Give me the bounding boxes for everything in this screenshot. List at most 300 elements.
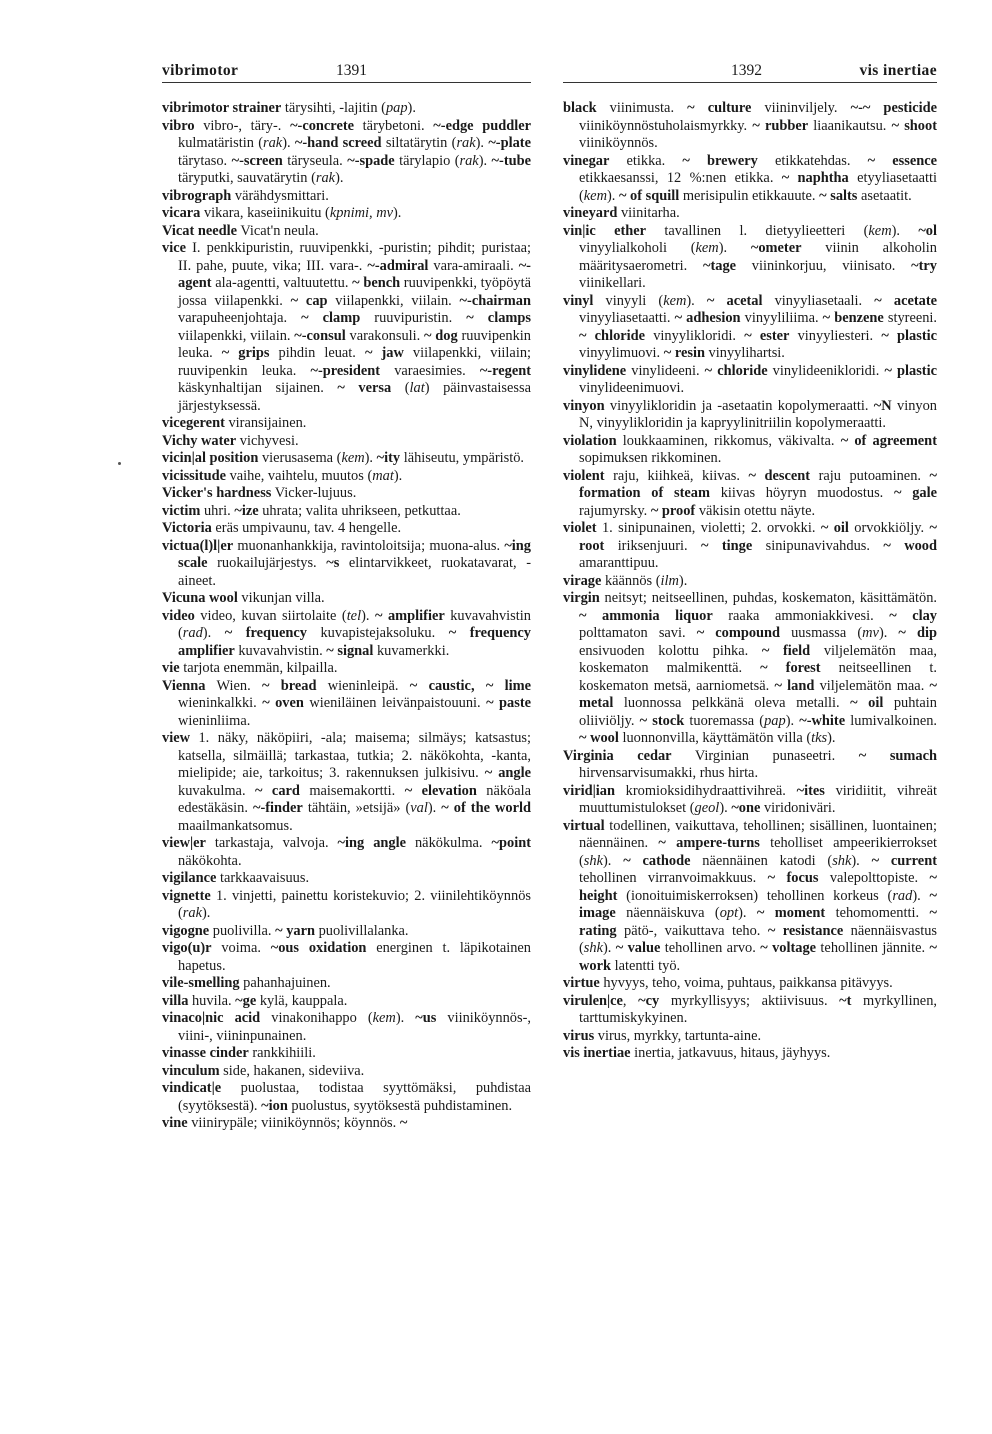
headword: ~ benzene: [822, 310, 884, 326]
dictionary-entry: [162, 538, 531, 591]
definition-text: kulmatäristin (: [178, 135, 264, 151]
definition-text: tärysihti, -lajitin (: [281, 100, 386, 116]
definition-text: vinyylikloridi.: [645, 327, 745, 344]
dictionary-entry: [563, 363, 937, 398]
definition-text: loukkaaminen, rikkomus, väkivalta.: [616, 432, 841, 449]
definition-text: luonnossa pelkkänä oleva metalli.: [613, 695, 851, 711]
definition-text: ).: [602, 940, 616, 956]
definition-text: vaihe, vaihtelu, muutos (: [225, 467, 373, 484]
headword: ~ height: [579, 870, 938, 904]
definition-text: ).: [407, 100, 416, 116]
definition-text: ).: [395, 1010, 416, 1026]
definition-text: sinipunavivahdus.: [752, 537, 884, 554]
dictionary-entry: [162, 485, 531, 503]
stray-mark: [118, 462, 121, 465]
headword: ~ essence: [867, 152, 937, 169]
definition-text: ).: [602, 852, 624, 869]
dictionary-entry: [563, 223, 937, 293]
dictionary-entry: [162, 870, 531, 888]
definition-text: puolustaa, todistaa syyttömäksi, puhdistaa (syytöksestä).: [178, 1080, 531, 1114]
headword: vineyard: [563, 205, 618, 221]
field-label: shk: [583, 940, 603, 956]
headword: virus: [563, 1027, 595, 1044]
headword: virid|ian: [563, 782, 615, 799]
definition-text: rankkihiili.: [248, 1045, 316, 1061]
headword: ~ oven: [262, 695, 304, 711]
definition-text: video, kuvan siirtolaite (: [194, 607, 347, 624]
headword: ~ dog: [424, 327, 458, 344]
dictionary-entry: [563, 205, 937, 223]
definition-text: valepolttopiste.: [818, 870, 930, 886]
headword: ~ shoot: [891, 117, 937, 134]
definition-text: kuvakulma.: [178, 782, 255, 799]
definition-text: vinyylialkoholi (: [579, 240, 696, 256]
field-label: opt: [719, 905, 739, 921]
headword: ~ compound: [696, 625, 781, 641]
definition-text: tehollinen virranvoimakkuus.: [579, 870, 768, 886]
headword: ~ frequency: [224, 625, 307, 641]
dictionary-entry: [162, 100, 531, 118]
headword: virtual: [563, 817, 605, 834]
field-label: kem: [695, 240, 719, 256]
definition-text: viridoniväri.: [760, 800, 836, 816]
headword: vigogne: [162, 922, 210, 939]
definition-text: ).: [475, 135, 489, 151]
definition-text: 1. sinipunainen, violetti; 2. orvokki.: [596, 520, 821, 536]
definition-text: ).: [201, 905, 211, 921]
headword: victua(l)l|er: [162, 537, 234, 554]
definition-text: neitseellinen t. koskematon metsä, aarniometsä.: [579, 660, 937, 694]
headword: ~ dip: [898, 625, 937, 641]
headword: ~-concrete: [290, 117, 355, 134]
header-left-page-number: 1391: [336, 62, 367, 79]
definition-text: vara-amiraali.: [428, 257, 519, 274]
headword: ~ versa: [337, 380, 392, 396]
definition-text: viiniköynnös.: [579, 135, 658, 151]
headword: ~-chairman: [459, 292, 531, 309]
definition-text: kromioksidihydraattivihreä.: [614, 782, 797, 799]
definition-text: 1. näky, näköpiiri, -ala; maisema; silmäys; katsastus; katsella, silmäillä; tarkastaa, tutkia; 2. näkökohta, -kanta, mielipide; aie, tarkoitus; 3. rakennuksen julkisivu.: [178, 730, 531, 781]
headword: Vicuna wool: [162, 590, 238, 606]
definition-text: tehollinen jännite.: [816, 940, 930, 956]
dictionary-entry: [563, 573, 937, 591]
definition-text: vinyyliesteri.: [789, 327, 882, 344]
definition-text: ).: [785, 712, 800, 729]
definition-text: raju putoaminen.: [810, 467, 930, 484]
headword: violent: [563, 467, 605, 484]
headword: ~ge: [235, 992, 257, 1009]
definition-text: tuoremassa (: [684, 712, 765, 729]
definition-text: 1. vinjetti, painettu koristekuvio; 2. viinilehtiköynnös (: [178, 887, 531, 921]
definition-text: liaanikautsu.: [808, 117, 892, 134]
definition-text: ).: [361, 607, 375, 624]
headword: ~ amplifier: [374, 607, 445, 624]
field-label: kem: [583, 187, 607, 204]
definition-text: vikara, kaseiinikuitu (: [200, 205, 330, 221]
definition-text: viinirypäle; viiniköynnös; köynnös.: [187, 1115, 400, 1131]
definition-text: ).: [878, 625, 899, 641]
headword: ~ culture: [687, 100, 752, 116]
headword: vine: [162, 1115, 188, 1131]
headword: ~ forest: [760, 660, 821, 676]
dictionary-entry: [563, 520, 937, 573]
headword: ~-~ pesticide: [850, 100, 937, 116]
definition-text: vibro-, täry-.: [194, 117, 291, 134]
headword: ~cy: [638, 992, 660, 1009]
dictionary-entry: [563, 818, 937, 976]
headword: ~ clamps: [466, 310, 531, 326]
definition-text: puolivillalanka.: [315, 922, 409, 939]
headword: ~ metal: [579, 677, 937, 711]
headword: vin|ic ether: [563, 222, 647, 239]
headword: vinasse cinder: [162, 1045, 249, 1061]
definition-text: teholliset ampeerikierrokset (: [579, 835, 937, 869]
field-label: pap: [385, 100, 408, 116]
definition-text: polttamaton savi.: [579, 625, 697, 641]
definition-text: vichyvesi.: [236, 432, 299, 449]
field-label: rak: [456, 135, 476, 151]
headword: ~-finder: [252, 800, 303, 816]
dictionary-entry: [162, 1063, 531, 1081]
field-label: kem: [372, 1010, 396, 1026]
dictionary-entry: [162, 415, 531, 433]
headword: ~ work: [579, 940, 937, 974]
headword: ~ bench: [352, 275, 401, 291]
headword: ~ moment: [756, 905, 826, 921]
headword: Virginia cedar: [563, 747, 672, 764]
definition-text: varapuheenjohtaja.: [178, 310, 302, 326]
definition-text: orvokkiöljy.: [848, 520, 930, 536]
headword: ~ ester: [744, 327, 790, 344]
headword: vicissitude: [162, 467, 226, 484]
definition-text: styreeni.: [883, 310, 938, 326]
dictionary-entry: [162, 450, 531, 468]
headword: ~ resin: [663, 345, 705, 361]
definition-text: täryseula.: [282, 152, 348, 169]
definition-text: tärytaso.: [178, 152, 232, 169]
definition-text: tarkastaja, valvoja.: [205, 835, 338, 851]
definition-text: huvila.: [188, 992, 236, 1009]
headword: Vienna: [162, 677, 206, 694]
definition-text: hyvyys, teho, voima, puhtaus, paikkansa pitävyys.: [599, 975, 893, 991]
definition-text: lähiseutu, ympäristö.: [400, 450, 525, 466]
headword: ~one: [731, 800, 761, 816]
definition-text: uusmassa (: [780, 625, 863, 641]
definition-text: ).: [393, 205, 402, 221]
headword: ~ proof: [650, 502, 696, 519]
definition-text: etikkaesanssi, 12 %:nen etikka.: [579, 170, 782, 186]
definition-text: elintarvikkeet, ruokatavarat, -aineet.: [178, 555, 531, 589]
dictionary-entry: [162, 468, 531, 486]
headword: virtue: [563, 975, 600, 991]
definition-text: siltatärytin (: [381, 135, 457, 151]
dictionary-entry: [162, 888, 531, 923]
dictionary-entry: [162, 923, 531, 941]
headword: ~ adhesion: [674, 310, 741, 326]
definition-text: todellinen, vaikuttava, tehollinen; sisällinen, luontainen; näennäinen.: [579, 817, 937, 851]
definition-text: viininkorjuu, viinisato.: [736, 257, 912, 274]
definition-text: vierusasema (: [258, 450, 342, 466]
definition-text: vinyon N, vinyylikloridin ja kapryylinitriilin kopolymeraatti.: [579, 397, 937, 431]
headword: Victoria: [162, 520, 212, 536]
definition-text: maailmankatsomus.: [178, 817, 293, 834]
definition-text: Vicker-lujuus.: [271, 485, 357, 501]
dictionary-entry: [162, 1115, 531, 1133]
headword: ~ field: [761, 642, 811, 659]
headword: ~ ampere-turns: [658, 835, 760, 851]
headword: ~ clamp: [301, 310, 361, 326]
definition-text: käännös (: [601, 572, 661, 589]
headword: view|er: [162, 835, 206, 851]
column-left: [162, 100, 531, 1133]
definition-text: ,: [622, 992, 639, 1009]
headword: ~ cathode: [623, 852, 691, 869]
headword: vinculum: [162, 1062, 220, 1079]
dictionary-entry: [162, 1010, 531, 1045]
dictionary-entry: [162, 188, 531, 206]
dictionary-entry: [563, 975, 937, 993]
definition-text: viinin alkoholin määritysaerometri.: [579, 240, 937, 274]
definition-text: etikka.: [609, 152, 683, 169]
dictionary-entry: [162, 660, 531, 678]
headword: ~ acetal: [706, 292, 763, 309]
definition-text: hirvensarvisumakki, rhus hirta.: [579, 765, 759, 781]
definition-text: viransijainen.: [224, 415, 307, 431]
field-label: rak: [315, 170, 336, 186]
definition-text: värähdysmittari.: [231, 187, 329, 204]
headword: ~ descent: [748, 467, 811, 484]
definition-text: viilapenkki, viilain; ruuvipenkin leuka.: [178, 345, 532, 379]
headword: ~ing scale: [178, 537, 531, 571]
field-label: kem: [868, 222, 892, 239]
dictionary-entry: [162, 520, 531, 538]
headword: ~ity: [376, 450, 401, 466]
definition-text: kuvapistejaksoluku.: [306, 625, 449, 641]
headword: ~ signal: [326, 642, 374, 659]
definition-text: väkisin otettu näyte.: [695, 502, 816, 519]
dictionary-entry: [563, 468, 937, 521]
definition-text: etyyliasetaatti (: [579, 170, 938, 204]
definition-text: tarkkaavaisuus.: [216, 870, 310, 886]
definition-text: ).: [827, 730, 836, 746]
definition-text: ).: [282, 135, 295, 151]
dictionary-entry: [563, 993, 937, 1028]
definition-text: kuvavahvistin (: [178, 607, 531, 641]
headword: ~ land: [774, 677, 815, 694]
definition-text: raaka ammoniakkivesi.: [712, 607, 890, 624]
headword: ~-consul: [294, 327, 346, 344]
definition-text: kuvamerkki.: [373, 642, 450, 659]
field-label: shk: [583, 852, 603, 869]
definition-text: vinyyliliima.: [740, 310, 823, 326]
definition-text: Vicat'n neula.: [237, 222, 319, 239]
definition-text: näennäinen katodi (: [690, 852, 833, 869]
headword: vigilance: [162, 870, 217, 886]
headword: Vicker's hardness: [162, 485, 272, 501]
headword: ~ frequency amplifier: [178, 625, 531, 659]
definition-text: ruuvipuristin.: [360, 310, 467, 326]
headword: violation: [563, 432, 617, 449]
definition-text: ).: [738, 905, 757, 921]
definition-text: käskynhaltijan sijainen.: [178, 380, 338, 396]
definition-text: uhrata; valita uhrikseen, petkuttaa.: [258, 502, 461, 519]
definition-text: ).: [912, 887, 930, 904]
definition-text: lumivalkoinen.: [845, 712, 938, 729]
headword: ~ card: [255, 782, 300, 799]
definition-text: (ionoituimiskerroksen) tehollinen korkeus (: [617, 887, 893, 904]
headword: ~ plastic: [884, 362, 937, 379]
definition-text: vinyylihartsi.: [704, 345, 785, 361]
headword: Vicat needle: [162, 222, 237, 239]
dictionary-entry: [162, 503, 531, 521]
definition-text: side, hakanen, sideviiva.: [219, 1062, 365, 1079]
headword: vinyon: [563, 397, 605, 414]
headword: vis inertiae: [563, 1045, 631, 1061]
definition-text: wieninkalkki.: [178, 695, 263, 711]
headword: vinegar: [563, 152, 610, 169]
field-label: rad: [182, 625, 203, 641]
definition-text: ruuvipenkin leuka.: [178, 327, 532, 361]
definition-text: näennäiskuva (: [615, 905, 720, 921]
definition-text: amaranttipuu.: [579, 555, 659, 571]
headword: vigo(u)r: [162, 940, 212, 956]
dictionary-entry: [162, 118, 531, 188]
definition-text: virus, myrkky, tartunta-aine.: [594, 1027, 762, 1044]
dictionary-entry: [563, 748, 937, 783]
dictionary-entry: [563, 433, 937, 468]
dictionary-entry: [563, 1028, 937, 1046]
headword: ~-edge puddler: [433, 117, 531, 134]
definition-text: sopimuksen rikkominen.: [579, 450, 722, 466]
headword: ~ of agreement: [840, 432, 937, 449]
headword: vie: [162, 660, 180, 676]
headword: ~ current: [871, 852, 937, 869]
headword: ~: [399, 1115, 408, 1131]
dictionary-entry: [162, 730, 531, 835]
field-label: tel: [346, 607, 362, 624]
headword: ~ naphtha: [781, 170, 849, 186]
definition-text: tarjota enemmän, kilpailla.: [179, 660, 338, 676]
headword: ~ brewery: [682, 152, 758, 169]
headword: ~ ammonia liquor: [579, 607, 713, 624]
definition-text: vinylideenimuovi.: [579, 380, 685, 396]
headword: ~ focus: [767, 870, 819, 886]
headword: vignette: [162, 887, 211, 904]
headword: ~ value: [615, 940, 661, 956]
headword: ~ formation of steam: [579, 467, 937, 501]
headword: ~ of the world: [441, 800, 531, 816]
definition-text: latentti työ.: [610, 957, 681, 974]
definition-text: vinyyli (: [593, 292, 664, 309]
headword: virage: [563, 572, 602, 589]
headword: ~-hand screed: [294, 135, 382, 151]
headword: ~-white: [799, 712, 846, 729]
headword: ~ gale: [894, 485, 937, 501]
headword: ~-president: [310, 362, 381, 379]
definition-text: ).: [686, 292, 707, 309]
definition-text: inertia, jatkavuus, hitaus, jäyhyys.: [630, 1045, 831, 1061]
headword: ~ plastic: [881, 327, 937, 344]
dictionary-entry: [162, 1080, 531, 1115]
definition-text: ).: [393, 467, 403, 484]
headword: ~ jaw: [364, 345, 404, 361]
definition-text: puhtain oliiviöljy.: [579, 695, 937, 729]
definition-text: vinakonihappo (: [260, 1010, 373, 1026]
dictionary-entry: [162, 608, 531, 661]
definition-text: merisipulin etikkauute.: [679, 187, 820, 204]
dictionary-entry: [162, 835, 531, 870]
headword: ~s: [326, 555, 340, 571]
headword: ~ize: [234, 502, 259, 519]
headword: victim: [162, 502, 201, 519]
definition-text: maisemakortti.: [299, 782, 405, 799]
dictionary-entry: [162, 993, 531, 1011]
definition-text: viljelemätön maa.: [814, 677, 930, 694]
headword: ~try: [911, 257, 937, 274]
definition-text: viinitarha.: [617, 205, 680, 221]
headword: ~ clay: [889, 607, 938, 624]
field-label: rak: [459, 152, 479, 169]
headword: vinaco|nic acid: [162, 1010, 261, 1026]
field-label: rak: [182, 905, 202, 921]
definition-text: wieniläinen leivänpaistouuni.: [303, 695, 487, 711]
headword: vibro: [162, 117, 195, 134]
definition-text: vinyyliasetaali.: [762, 292, 875, 309]
definition-text: luonnonvilla, käyttämätön villa (: [618, 730, 812, 746]
headword: vicin|al position: [162, 450, 259, 466]
dictionary-entry: [563, 783, 937, 818]
dictionary-entry: [563, 590, 937, 748]
definition-text: viiniköynnös-, viini-, viininpunainen.: [178, 1010, 531, 1044]
headword: vibrograph: [162, 187, 232, 204]
definition-text: vinylideenikloridi.: [767, 362, 885, 379]
definition-text: tehollinen arvo.: [660, 940, 761, 956]
headword: view: [162, 730, 190, 746]
headword: ~-tube: [491, 152, 532, 169]
field-label: mat: [372, 467, 394, 484]
definition-text: viinikellari.: [579, 275, 646, 291]
field-label: val: [410, 800, 428, 816]
definition-text: tähtäin, »etsijä» (: [302, 800, 411, 816]
headword: villa: [162, 992, 189, 1009]
dictionary-entry: [563, 100, 937, 153]
headword: vindicat|e: [162, 1080, 222, 1096]
headword: ~ites: [796, 782, 825, 799]
definition-text: ruuvipenkki, työpöytä jossa viilapenkki.: [178, 275, 531, 309]
definition-text: myrkyllinen, tarttumiskykyinen.: [579, 992, 937, 1026]
definition-text: iriksenjuuri.: [604, 537, 702, 554]
headword: ~ tinge: [701, 537, 753, 554]
definition-text: etikkatehdas.: [757, 152, 868, 169]
headword: ~ wool: [579, 730, 619, 746]
headword: vinylidene: [563, 362, 627, 379]
definition-text: vinylideeni.: [626, 362, 705, 379]
headword: ~ resistance: [767, 922, 844, 939]
definition-text: wieninliima.: [178, 712, 251, 729]
definition-text: tavallinen l. dietyylieetteri (: [646, 222, 869, 239]
definition-text: raju, kiihkeä, kiivas.: [604, 467, 749, 484]
field-label: shk: [832, 852, 852, 869]
headword: ~ image: [579, 887, 937, 921]
headword: ~ root: [579, 520, 937, 554]
field-label: kem: [341, 450, 365, 466]
definition-text: ensivuoden kolottu pihka.: [579, 642, 762, 659]
definition-text: viilapenkki, viilain.: [178, 327, 295, 344]
headword: ~-screen: [231, 152, 283, 169]
dictionary-entry: [162, 433, 531, 451]
definition-text: pihdin leuat.: [269, 345, 365, 361]
dictionary-entry: [162, 223, 531, 241]
